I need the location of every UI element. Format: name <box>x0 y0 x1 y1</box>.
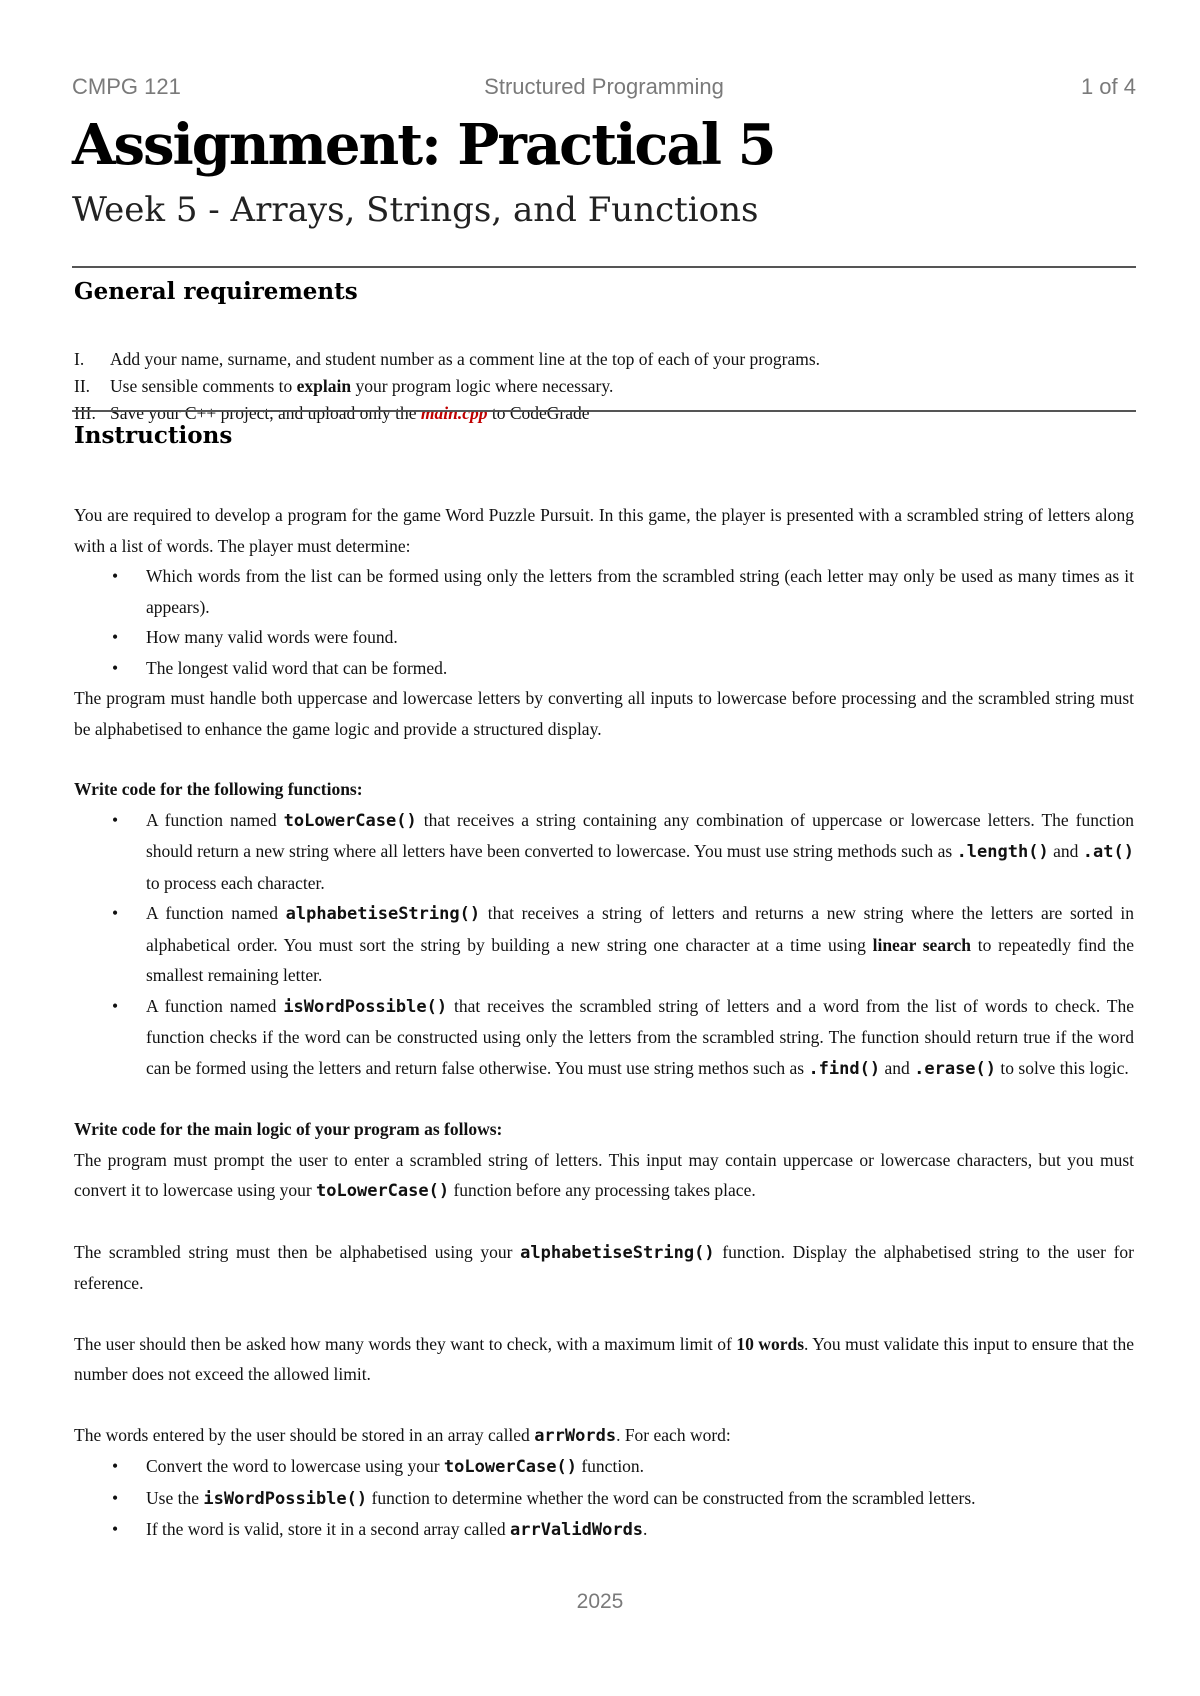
list-item: • A function named toLowerCase() that receives a string containing any combination of uppercase or lowercase letters. The function should return a new string where all letters have been converted to lowercase. You must use string methods such as .length() and .at() to process each character. <box>112 809 1134 893</box>
page-footer: 2025 <box>576 1590 624 1613</box>
list-item: • How many valid words were found. <box>112 627 398 647</box>
intro-paragraph: You are required to develop a program for the game Word Puzzle Pursuit. In this game, the player is presented with a scrambled string of letters along with a list of words. The player must determine: <box>74 505 1134 556</box>
subject-name: Structured Programming <box>484 74 724 99</box>
page-number: 1 of 4 <box>1080 74 1136 99</box>
document-page <box>72 0 1136 1696</box>
general-requirements-list <box>74 344 1134 425</box>
list-item: • Which words from the list can be formed using only the letters from the scrambled string (each letter may only be used as many times as it appears). <box>112 566 1134 617</box>
list-item: • Use the isWordPossible() function to determine whether the word can be constructed from the scrambled letters. <box>112 1487 976 1509</box>
paragraph: The words entered by the user should be stored in an array called arrWords. For each word: <box>74 1424 731 1446</box>
instructions-heading: Instructions <box>74 422 233 449</box>
paragraph: The scrambled string must then be alphabetised using your alphabetiseString() function. Display the alphabetised string to the user for reference. <box>74 1241 1134 1293</box>
list-item: III. Save your C++ project, and upload only the main.cpp to CodeGrade <box>74 403 590 423</box>
list-item: • A function named alphabetiseString() that receives a string of letters and returns a new string where the letters are sorted in alphabetical order. You must sort the string by building a new string one character at a time using linear search to repeatedly find the smallest remaining letter. <box>112 903 1134 985</box>
main-logic-heading: Write code for the main logic of your program as follows: <box>74 1119 503 1139</box>
list-item: • If the word is valid, store it in a second array called arrValidWords. <box>112 1519 648 1540</box>
list-item: I. Add your name, surname, and student number as a comment line at the top of each of your programs. <box>74 349 821 369</box>
general-requirements-heading: General requirements <box>74 278 358 305</box>
functions-heading: Write code for the following functions: <box>74 779 363 799</box>
page-subtitle: Week 5 - Arrays, Strings, and Functions <box>72 190 759 230</box>
divider <box>72 266 1136 268</box>
instructions-body <box>74 500 1134 1546</box>
course-code: CMPG 121 <box>72 74 181 99</box>
divider <box>72 410 1136 412</box>
page-title: Assignment: Practical 5 <box>72 112 775 178</box>
list-item: • A function named isWordPossible() that receives the scrambled string of letters and a word from the list of words to check. The function checks if the word can be constructed using only the letters from the scrambled string. The function should return true if the word can be formed using the letters and return false otherwise. You must use string methos such as .find() and .erase() to solve this logic. <box>112 995 1134 1079</box>
paragraph: The user should then be asked how many words they want to check, with a maximum limit of 10 words. You must validate this input to ensure that the number does not exceed the allowed limit. <box>74 1333 1135 1384</box>
handling-paragraph: The program must handle both uppercase and lowercase letters by converting all inputs to lowercase before processing and the scrambled string must be alphabetised to enhance the game logic and provide a structured display. <box>74 688 1134 739</box>
paragraph: The program must prompt the user to enter a scrambled string of letters. This input may contain uppercase or lowercase characters, but you must convert it to lowercase using your toLowerCase() function before any processing takes place. <box>74 1149 1134 1201</box>
list-item: • The longest valid word that can be formed. <box>112 657 448 678</box>
list-item: • Convert the word to lowercase using your toLowerCase() function. <box>112 1456 645 1477</box>
list-item: II. Use sensible comments to explain your program logic where necessary. <box>74 376 614 396</box>
